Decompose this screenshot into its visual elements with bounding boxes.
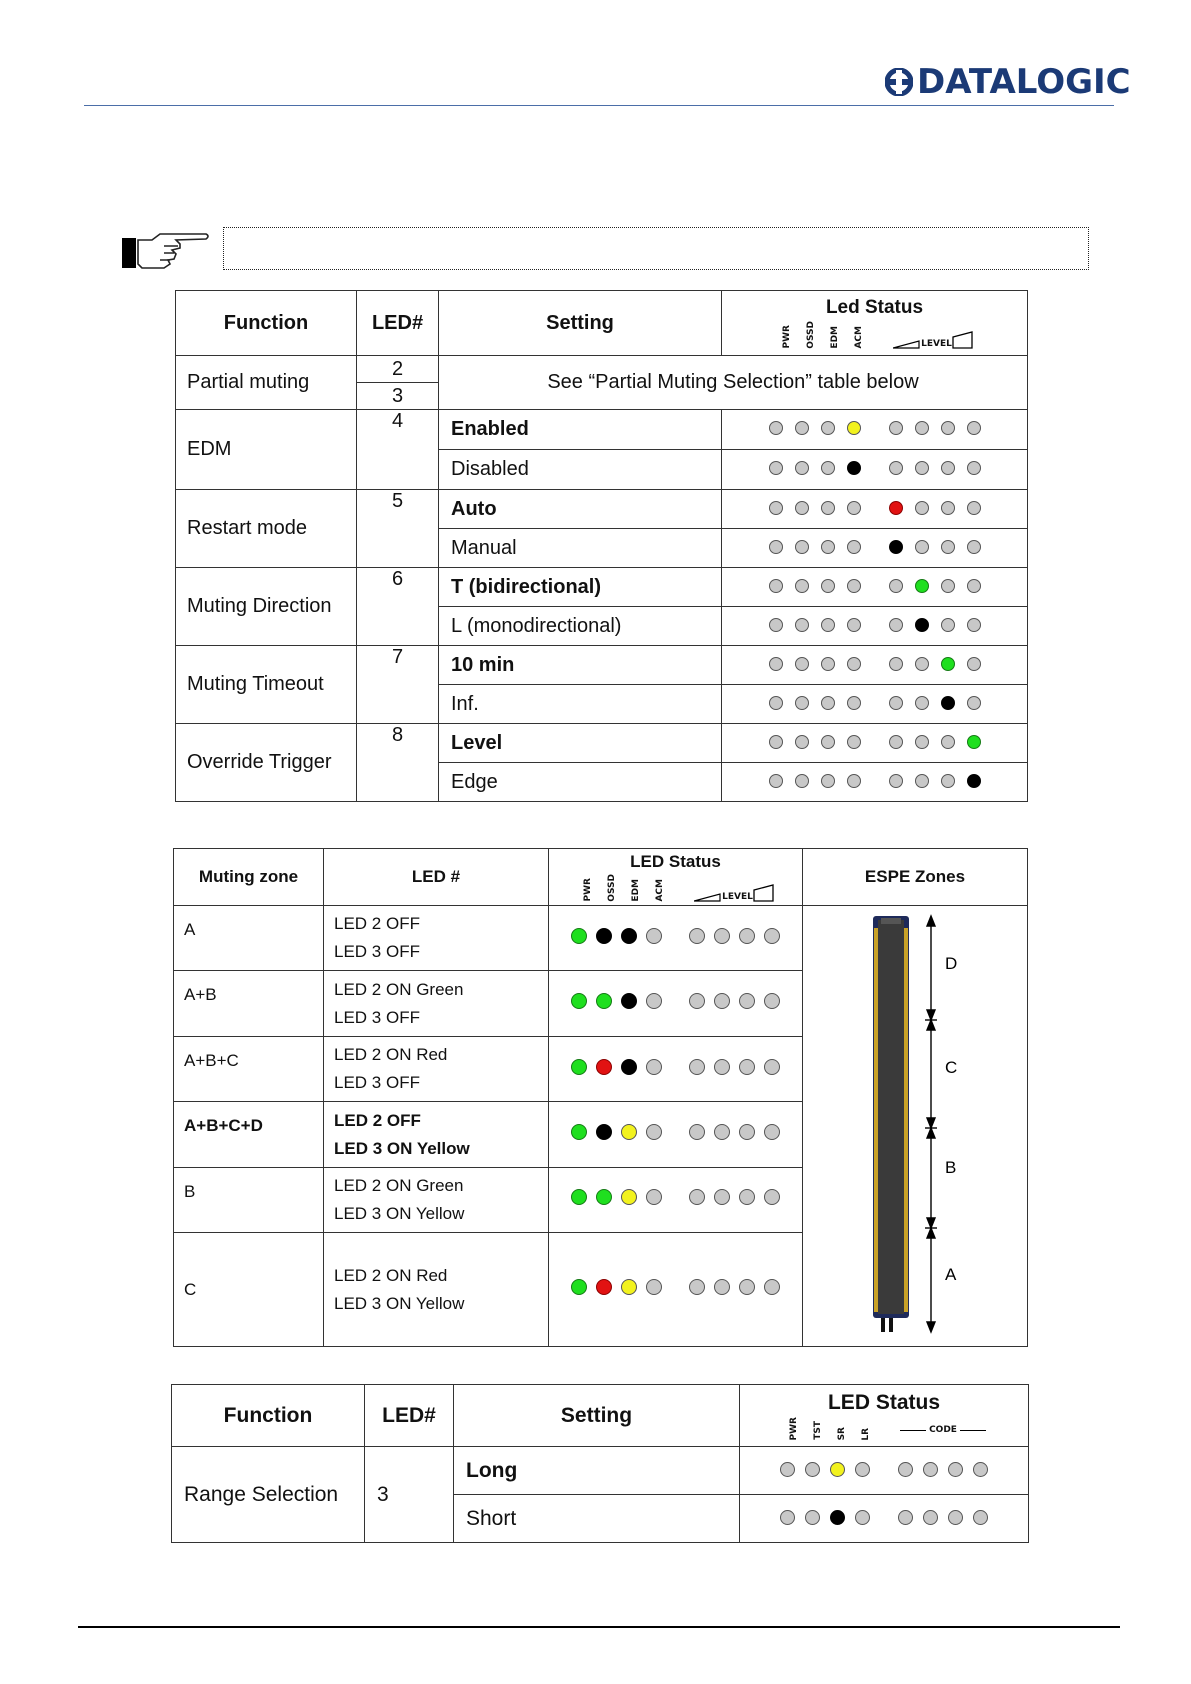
led-dot-off — [821, 774, 835, 788]
led-dot-off — [889, 657, 903, 671]
led-dot-off — [967, 461, 981, 475]
led3-state: LED 3 OFF — [334, 1007, 420, 1027]
led-label: EDM — [631, 879, 642, 902]
led-dot-off — [967, 421, 981, 435]
led-status-cell — [549, 906, 803, 971]
function-override-trigger: Override Trigger — [176, 724, 357, 802]
led-dot-off — [847, 540, 861, 554]
led-dot-off — [646, 1124, 662, 1140]
led-dot-off — [795, 421, 809, 435]
led-dot-off — [821, 618, 835, 632]
led-dot-off — [855, 1510, 870, 1525]
led-config — [324, 1036, 549, 1101]
led-config — [324, 1167, 549, 1232]
led-dot-off — [739, 1059, 755, 1075]
muting-zone-b: B — [174, 1167, 324, 1232]
function-range-selection: Range Selection — [172, 1447, 365, 1543]
led-dot-off — [769, 618, 783, 632]
led-dot-off — [646, 1059, 662, 1075]
led-number: 4 — [357, 410, 439, 490]
led-dot-off — [847, 774, 861, 788]
led-dot-off — [847, 618, 861, 632]
muting-zone-abc: A+B+C — [174, 1036, 324, 1101]
header-espe-zones: ESPE Zones — [803, 849, 1028, 906]
led2-state: LED 2 ON Red — [334, 1045, 448, 1065]
led-number: 8 — [357, 724, 439, 802]
led-dot-off — [821, 579, 835, 593]
espe-zones-cell — [803, 906, 1028, 1347]
led-config — [324, 906, 549, 971]
led-dot-off — [764, 1124, 780, 1140]
led-dot-off — [948, 1510, 963, 1525]
led-label: EDM — [830, 326, 841, 349]
led-status-cell — [549, 1036, 803, 1101]
led-dot-row — [567, 1124, 785, 1140]
led-label: PWR — [583, 878, 594, 902]
led-dot-black — [941, 696, 955, 710]
led-dot-off — [646, 993, 662, 1009]
led-dot-green — [571, 1189, 587, 1205]
code-indicator — [900, 1420, 986, 1440]
led-dot-off — [967, 618, 981, 632]
led-dot-off — [714, 1189, 730, 1205]
led-dot-off — [923, 1510, 938, 1525]
led-status-cell — [740, 1495, 1029, 1543]
led-dot-off — [739, 1279, 755, 1295]
led-dot-row — [763, 696, 987, 710]
led-dot-black — [621, 928, 637, 944]
led3-state: LED 3 ON Yellow — [334, 1293, 465, 1313]
led-number: 3 — [365, 1447, 454, 1543]
led-dot-off — [769, 696, 783, 710]
led-dot-off — [847, 657, 861, 671]
led-dot-black — [967, 774, 981, 788]
led-dot-black — [889, 540, 903, 554]
setting-monodirectional: L (monodirectional) — [439, 607, 722, 646]
led-label: SR — [837, 1426, 848, 1441]
espe-zone-label: D — [945, 954, 958, 973]
header-function: Function — [172, 1385, 365, 1447]
led-dot-off — [847, 579, 861, 593]
led-dot-off — [689, 1059, 705, 1075]
level-label: LEVEL — [722, 891, 753, 902]
led-dot-off — [889, 579, 903, 593]
led-dot-row — [763, 540, 987, 554]
led-dot-off — [973, 1510, 988, 1525]
led-dot-off — [821, 657, 835, 671]
led-dot-off — [821, 461, 835, 475]
led-dot-off — [689, 993, 705, 1009]
led-dot-yellow — [847, 421, 861, 435]
led-dot-off — [915, 421, 929, 435]
led-dot-green — [596, 1189, 612, 1205]
led-dot-green — [596, 993, 612, 1009]
partial-muting-selection-table — [173, 848, 1028, 1347]
led-status-cell — [740, 1447, 1029, 1495]
led3-state: LED 3 OFF — [334, 1073, 420, 1093]
led3-state: LED 3 ON Yellow — [334, 1203, 465, 1223]
led-dot-off — [769, 501, 783, 515]
led-dot-off — [898, 1462, 913, 1477]
level-ramp-icon — [893, 340, 921, 349]
led-dot-off — [646, 928, 662, 944]
led-dot-row — [763, 501, 987, 515]
led-dot-off — [769, 579, 783, 593]
led-dot-off — [769, 657, 783, 671]
header-led-status — [740, 1385, 1029, 1447]
led2-state: LED 2 ON Green — [334, 979, 464, 999]
led-status-cell — [549, 1167, 803, 1232]
led-dot-off — [915, 461, 929, 475]
led-dot-row — [763, 774, 987, 788]
footer-divider — [78, 1626, 1120, 1628]
led-dot-green — [571, 1279, 587, 1295]
datalogic-logo — [885, 62, 1131, 102]
led-number: 3 — [357, 383, 439, 410]
led-dot-off — [646, 1189, 662, 1205]
led-dot-row — [567, 993, 785, 1009]
led-dot-black — [915, 618, 929, 632]
function-muting-timeout: Muting Timeout — [176, 646, 357, 724]
led-dot-off — [739, 1124, 755, 1140]
setting-bidirectional: T (bidirectional) — [439, 568, 722, 607]
led-status-cell — [722, 685, 1028, 724]
muting-zone-a: A — [174, 906, 324, 971]
led-dot-off — [689, 1189, 705, 1205]
led-status-cell — [722, 450, 1028, 490]
setting-inf: Inf. — [439, 685, 722, 724]
led-dot-yellow — [830, 1462, 845, 1477]
header-led-number: LED # — [324, 849, 549, 906]
partial-muting-note: See “Partial Muting Selection” table below — [439, 356, 1028, 410]
led-dot-yellow — [621, 1189, 637, 1205]
led-dot-off — [769, 774, 783, 788]
led-dot-off — [739, 993, 755, 1009]
setting-auto: Auto — [439, 490, 722, 529]
led-dot-row — [763, 461, 987, 475]
led-dot-off — [941, 540, 955, 554]
led-dot-yellow — [621, 1279, 637, 1295]
led-dot-off — [889, 774, 903, 788]
led-dot-off — [764, 1189, 780, 1205]
led-dot-black — [621, 1059, 637, 1075]
led-dot-off — [948, 1462, 963, 1477]
muting-zone-abcd: A+B+C+D — [174, 1102, 324, 1167]
led-dot-off — [795, 696, 809, 710]
range-selection-table — [171, 1384, 1029, 1543]
led-dot-off — [764, 928, 780, 944]
setting-disabled: Disabled — [439, 450, 722, 490]
led-dot-off — [915, 501, 929, 515]
led-dot-off — [769, 421, 783, 435]
led-dot-off — [764, 1279, 780, 1295]
function-partial-muting: Partial muting — [176, 356, 357, 410]
led3-state: LED 3 ON Yellow — [334, 1138, 470, 1158]
led-dot-off — [973, 1462, 988, 1477]
led-dot-row — [763, 735, 987, 749]
datalogic-logo-icon — [885, 68, 913, 96]
led-dot-off — [847, 501, 861, 515]
led-dot-off — [714, 993, 730, 1009]
level-edge-icon — [952, 331, 974, 349]
led-dot-off — [764, 993, 780, 1009]
led-dot-off — [941, 461, 955, 475]
led-status-title: LED Status — [630, 852, 721, 872]
led-number: 2 — [357, 356, 439, 383]
led-dot-green — [571, 928, 587, 944]
led-dot-off — [821, 735, 835, 749]
led-dot-green — [571, 993, 587, 1009]
led-dot-row — [763, 421, 987, 435]
led-dot-off — [889, 618, 903, 632]
led-dot-off — [821, 421, 835, 435]
led-dot-off — [739, 1189, 755, 1205]
led-dot-red — [596, 1279, 612, 1295]
led-dot-off — [915, 735, 929, 749]
led2-state: LED 2 OFF — [334, 1110, 421, 1130]
led-dot-off — [941, 618, 955, 632]
led-dot-off — [889, 461, 903, 475]
header-led-status — [549, 849, 803, 906]
level-label: LEVEL — [921, 338, 952, 349]
led-dot-row — [567, 1059, 785, 1075]
header-divider — [84, 105, 1114, 106]
led-dot-black — [596, 928, 612, 944]
led-dot-off — [795, 774, 809, 788]
led-dot-off — [769, 461, 783, 475]
setting-edge: Edge — [439, 763, 722, 802]
led-status-cell — [722, 607, 1028, 646]
espe-zone-label: A — [945, 1265, 957, 1284]
led-dot-black — [847, 461, 861, 475]
led-dot-red — [889, 501, 903, 515]
pointing-hand-icon — [120, 226, 212, 272]
led-dot-green — [571, 1059, 587, 1075]
led-dot-off — [821, 501, 835, 515]
led-dot-off — [689, 1279, 705, 1295]
espe-zone-label: C — [945, 1058, 958, 1077]
led-status-cell — [549, 971, 803, 1036]
setting-10-min: 10 min — [439, 646, 722, 685]
led-dot-off — [889, 735, 903, 749]
led-dot-off — [795, 735, 809, 749]
led-dot-row — [775, 1510, 993, 1525]
led-dot-row — [763, 618, 987, 632]
led-dot-off — [689, 1124, 705, 1140]
led-dot-black — [830, 1510, 845, 1525]
header-setting: Setting — [439, 291, 722, 356]
led-dot-off — [795, 501, 809, 515]
led-dot-off — [795, 540, 809, 554]
led-label: ACM — [854, 326, 865, 349]
led-dot-off — [923, 1462, 938, 1477]
led-dot-off — [855, 1462, 870, 1477]
led-dot-off — [821, 696, 835, 710]
led-dot-off — [915, 696, 929, 710]
level-edge-icon — [753, 884, 775, 902]
led-dot-off — [795, 461, 809, 475]
led-dot-green — [941, 657, 955, 671]
muting-zone-c: C — [174, 1233, 324, 1347]
led-dot-off — [780, 1462, 795, 1477]
led-dot-off — [795, 579, 809, 593]
espe-device-diagram — [803, 906, 1028, 1346]
note-box — [223, 227, 1089, 270]
setting-short: Short — [454, 1495, 740, 1543]
function-muting-direction: Muting Direction — [176, 568, 357, 646]
header-setting: Setting — [454, 1385, 740, 1447]
led-number: 7 — [357, 646, 439, 724]
led-dot-off — [967, 696, 981, 710]
led-dot-off — [764, 1059, 780, 1075]
led-label: PWR — [789, 1416, 800, 1441]
led-dot-off — [769, 540, 783, 554]
led-status-title: LED Status — [827, 1390, 940, 1414]
led-status-cell — [722, 490, 1028, 529]
led-dot-row — [567, 1279, 785, 1295]
configuration-table — [175, 290, 1028, 802]
led-config — [324, 971, 549, 1036]
led-dot-yellow — [621, 1124, 637, 1140]
led-dot-off — [795, 618, 809, 632]
led-dot-off — [769, 735, 783, 749]
muting-zone-ab: A+B — [174, 971, 324, 1036]
led-status-cell — [549, 1102, 803, 1167]
led-status-cell — [722, 763, 1028, 802]
led-label: LR — [861, 1427, 872, 1441]
led-dot-off — [739, 928, 755, 944]
led-number: 6 — [357, 568, 439, 646]
led-dot-off — [821, 540, 835, 554]
led-dot-off — [805, 1462, 820, 1477]
led-dot-row — [763, 657, 987, 671]
led-dot-off — [714, 928, 730, 944]
led-config — [324, 1102, 549, 1167]
led-dot-green — [915, 579, 929, 593]
led-dot-off — [805, 1510, 820, 1525]
led-dot-off — [714, 1279, 730, 1295]
led-label: OSSD — [806, 321, 817, 349]
code-label: CODE — [929, 1425, 957, 1436]
led-dot-black — [621, 993, 637, 1009]
led-label: OSSD — [607, 874, 618, 902]
led-dot-off — [941, 735, 955, 749]
led-dot-off — [941, 501, 955, 515]
level-indicator — [893, 331, 974, 349]
header-function: Function — [176, 291, 357, 356]
led-dot-off — [898, 1510, 913, 1525]
led-dot-row — [775, 1462, 993, 1477]
setting-manual: Manual — [439, 529, 722, 568]
led-dot-red — [596, 1059, 612, 1075]
led-dot-green — [967, 735, 981, 749]
led-dot-off — [941, 774, 955, 788]
function-restart-mode: Restart mode — [176, 490, 357, 568]
led-status-cell — [722, 646, 1028, 685]
setting-level: Level — [439, 724, 722, 763]
led-dot-off — [795, 657, 809, 671]
led-status-cell — [722, 529, 1028, 568]
header-muting-zone: Muting zone — [174, 849, 324, 906]
led-status-cell — [722, 568, 1028, 607]
led-status-cell — [722, 724, 1028, 763]
header-led-status — [722, 291, 1028, 356]
led-dot-off — [889, 421, 903, 435]
led-dot-row — [567, 928, 785, 944]
led-dot-off — [689, 928, 705, 944]
led-dot-off — [941, 421, 955, 435]
led-dot-row — [567, 1189, 785, 1205]
led-dot-off — [847, 735, 861, 749]
setting-long: Long — [454, 1447, 740, 1495]
led-dot-off — [915, 774, 929, 788]
led-dot-off — [847, 696, 861, 710]
led-dot-off — [915, 657, 929, 671]
led-config — [324, 1233, 549, 1347]
led2-state: LED 2 OFF — [334, 914, 420, 934]
led-dot-off — [646, 1279, 662, 1295]
led-number: 5 — [357, 490, 439, 568]
led-dot-off — [714, 1124, 730, 1140]
function-edm: EDM — [176, 410, 357, 490]
led-dot-off — [889, 696, 903, 710]
led-dot-green — [571, 1124, 587, 1140]
led-label: ACM — [655, 879, 666, 902]
header-led: LED# — [365, 1385, 454, 1447]
setting-enabled: Enabled — [439, 410, 722, 450]
led-status-cell — [549, 1233, 803, 1347]
led-dot-off — [780, 1510, 795, 1525]
led-dot-off — [967, 501, 981, 515]
led-dot-off — [967, 657, 981, 671]
led3-state: LED 3 OFF — [334, 942, 420, 962]
led-dot-off — [967, 540, 981, 554]
level-ramp-icon — [694, 893, 722, 902]
led-dot-off — [941, 579, 955, 593]
led-label: TST — [813, 1421, 824, 1441]
led-dot-black — [596, 1124, 612, 1140]
led-dot-row — [763, 579, 987, 593]
led-dot-off — [714, 1059, 730, 1075]
header-led: LED# — [357, 291, 439, 356]
led-dot-off — [967, 579, 981, 593]
led-label: PWR — [782, 325, 793, 349]
led-dot-off — [915, 540, 929, 554]
logo-text: DATALOGIC — [917, 62, 1131, 102]
led2-state: LED 2 ON Red — [334, 1265, 448, 1285]
led2-state: LED 2 ON Green — [334, 1175, 464, 1195]
level-indicator — [694, 884, 775, 902]
led-status-cell — [722, 410, 1028, 450]
espe-zone-label: B — [945, 1158, 957, 1177]
led-status-title: Led Status — [825, 297, 924, 319]
